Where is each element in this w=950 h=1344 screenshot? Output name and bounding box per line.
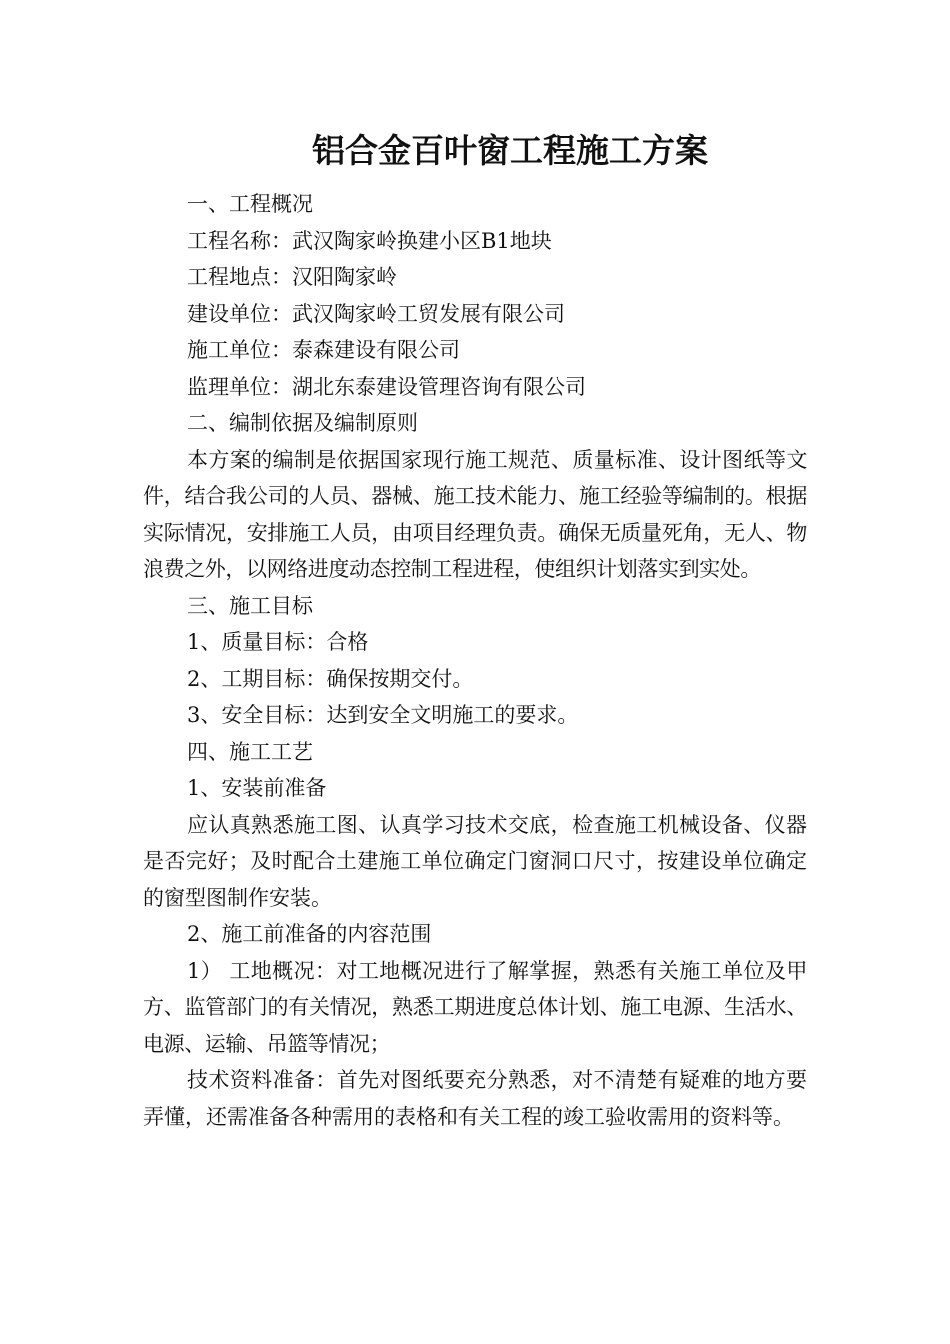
project-name-line: 工程名称：武汉陶家岭换建小区B1地块 [187, 228, 552, 253]
safety-goal-line: 3、安全目标：达到安全文明施工的要求。 [187, 703, 579, 727]
project-location-line: 工程地点：汉阳陶家岭 [187, 265, 397, 289]
section-heading-overview: 一、工程概况 [187, 192, 313, 216]
technical-docs-paragraph: 技术资料准备：首先对图纸要充分熟悉，对不清楚有疑难的地方要弄懂，还需准备各种需用的表格和有关工程的竣工验收需用的资料等。 [143, 1068, 807, 1129]
site-overview-paragraph: 1） 工地概况：对工地概况进行了解掌握，熟悉有关施工单位及甲方、监管部门的有关情况，熟悉工期进度总体计划、施工电源、生活水、电源、运输、吊篮等情况； [143, 958, 807, 1056]
pre-install-paragraph: 应认真熟悉施工图、认真学习技术交底，检查施工机械设备、仪器是否完好；及时配合土建施工单位确定门窗洞口尺寸，按建设单位确定的窗型图制作安装。 [143, 812, 807, 910]
document-body [143, 186, 807, 1135]
section-heading-goals: 三、施工目标 [187, 593, 313, 618]
section-heading-process: 四、施工工艺 [187, 739, 313, 764]
section-heading-basis: 二、编制依据及编制原则 [187, 411, 418, 435]
quality-goal-line: 1、质量目标：合格 [187, 630, 369, 654]
subheading-pre-install: 1、安装前准备 [187, 776, 327, 800]
owner-unit-line: 建设单位：武汉陶家岭工贸发展有限公司 [187, 301, 565, 326]
document-title: 铝合金百叶窗工程施工方案 [312, 131, 708, 170]
supervisor-unit-line: 监理单位：湖北东泰建设管理咨询有限公司 [187, 374, 586, 399]
contractor-unit-line: 施工单位：泰森建设有限公司 [187, 338, 460, 362]
schedule-goal-line: 2、工期目标：确保按期交付。 [187, 666, 474, 691]
subheading-pre-construction-scope: 2、施工前准备的内容范围 [187, 922, 432, 946]
basis-paragraph: 本方案的编制是依据国家现行施工规范、质量标准、设计图纸等文件，结合我公司的人员、器械、施工技术能力、施工经验等编制的。根据实际情况，安排施工人员，由项目经理负责。确保无质量死角，无人、物浪费之外，以网络进度动态控制工程进程，使组织计划落实到实处。 [143, 447, 807, 581]
